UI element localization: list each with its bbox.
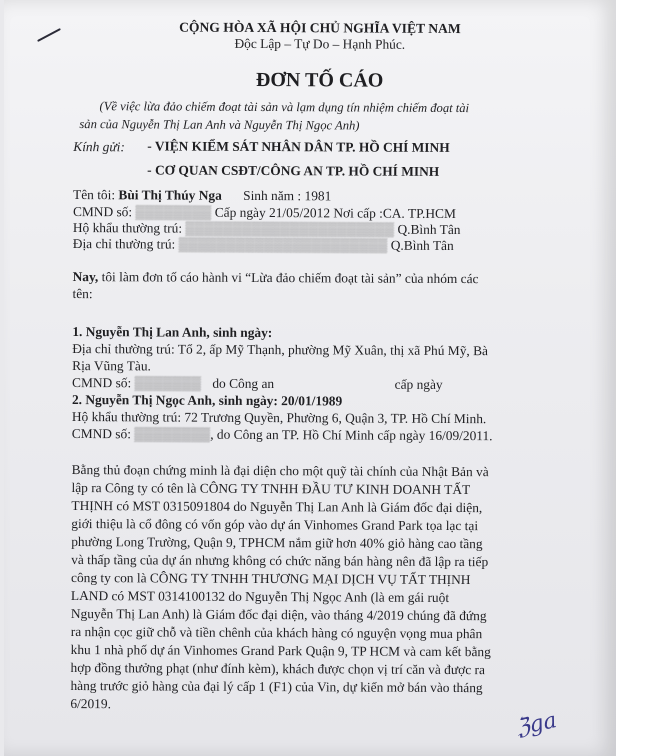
redacted-id: ▒▒▒▒▒▒▒ xyxy=(134,375,202,391)
subject-line-2: sản của Nguyễn Thị Lan Anh và Nguyễn Thị Ngọc Anh) xyxy=(79,117,360,133)
accused-1-id-row xyxy=(72,375,443,393)
recipient-2: - CƠ QUAN CSĐT/CÔNG AN TP. HỒ CHÍ MINH xyxy=(147,162,440,179)
body-line: ra nhận cọc giữ chỗ và tiền chênh của khách hàng có nguyện vọng mua phân xyxy=(70,624,483,642)
accused-1-heading: 1. Nguyễn Thị Lan Anh, sinh ngày: xyxy=(72,324,273,341)
recipient-label: Kính gửi: xyxy=(73,139,125,155)
complainant-address-row xyxy=(73,236,454,254)
id-date-label: cấp ngày xyxy=(394,376,443,392)
body-line: hợp đồng thưởng phạt (như đính kèm), khách được chọn vị trí căn và được ra xyxy=(70,660,485,678)
name-label: Tên tôi: xyxy=(73,187,116,203)
redacted-hk: ▒▒▒▒▒▒▒▒▒▒▒▒▒▒▒▒▒▒▒▒▒▒ xyxy=(185,220,395,237)
body-line: hàng trước giỏ hàng của đại lý cấp 1 (F1) của Vin, dự kiến mở bán vào tháng xyxy=(70,678,483,696)
complainant-name-row xyxy=(73,187,331,204)
id-label: CMND số: xyxy=(72,204,133,220)
photo-margin xyxy=(616,0,650,756)
body-line: công ty con là CÔNG TY TNHH THƯƠNG MẠI DỊCH VỤ TẤT THỊNH xyxy=(71,570,471,588)
complainant-name: Bùi Thị Thúy Nga xyxy=(118,187,222,203)
signature-icon: ℨgа xyxy=(513,708,559,741)
body-line: khu 1 nhà phố dự án Vinhomes Grand Park Quận 9, TP HCM và cam kết bằng xyxy=(70,642,491,660)
hk-label: Hộ khẩu thường trú: xyxy=(72,220,183,236)
body-line: 6/2019. xyxy=(70,696,111,712)
redacted-address: ▒▒▒▒▒▒▒▒▒▒▒▒▒▒▒▒▒▒▒▒▒▒ xyxy=(178,236,388,253)
subject-line-1: (Về việc lừa đảo chiếm đoạt tài sản và lạm dụng tín nhiệm chiếm đoạt tài xyxy=(99,99,470,116)
recipient-1: - VIỆN KIỂM SÁT NHÂN DÂN TP. HỒ CHÍ MINH xyxy=(147,138,450,155)
intro-line-2: tên: xyxy=(72,286,93,302)
body-line: THỊNH có MST 0315091804 do Nguyễn Thị Lan Anh là Giám đốc đại diện, xyxy=(71,498,483,516)
accused-1-address-1: Địa chỉ thường trú: Tổ 2, ấp Mỹ Thạnh, phường Mỹ Xuân, thị xã Phú Mỹ, Bà xyxy=(72,341,489,359)
id-issue: Cấp ngày 21/05/2012 Nơi cấp :CA. TP.HCM xyxy=(214,204,456,222)
redacted-id: ▒▒▒▒▒▒▒▒ xyxy=(134,426,211,442)
intro-line-1 xyxy=(73,269,479,287)
blank-issuer xyxy=(277,376,391,392)
body-line: giới thiệu là cổ đông có vốn góp vào dự án Vinhomes Grand Park tọa lạc tại xyxy=(71,516,479,534)
redacted-id: ▒▒▒▒▒▒▒▒ xyxy=(135,204,212,220)
accused-2-id-row xyxy=(72,426,493,444)
national-motto: Độc Lập – Tự Do – Hạnh Phúc. xyxy=(234,35,406,52)
address-label: Địa chỉ thường trú: xyxy=(72,236,176,252)
address-district: Q.Bình Tân xyxy=(390,237,454,254)
body-line: và thấp tầng của dự án nhưng không có chức năng bán hàng nên đã lập ra tiếp xyxy=(71,552,489,570)
document-title: ĐƠN TỐ CÁO xyxy=(255,68,384,92)
id-issue: , do Công an TP. Hồ Chí Minh cấp ngày 16/09/2011. xyxy=(210,426,493,444)
id-label: CMND số: xyxy=(71,426,131,442)
complainant-birth: Sinh năm : 1981 xyxy=(243,187,332,204)
intro-text: tôi làm đơn tố cáo hành vi “Lừa đảo chiếm đoạt tài sản” của nhóm các xyxy=(98,269,479,287)
complainant-id-row xyxy=(73,204,456,222)
body-line: LAND có MST 0314100132 do Nguyễn Thị Ngọc Anh (là em gái ruột xyxy=(70,588,450,605)
accused-1-address-2: Rịa Vũng Tàu. xyxy=(72,358,151,374)
body-line: Bằng thủ đoạn chứng minh là đại diện cho một quỹ tài chính của Nhật Bản và xyxy=(71,462,489,480)
accused-2-heading: 2. Nguyễn Thị Ngọc Anh, sinh ngày: 20/01/1989 xyxy=(71,392,343,409)
accused-2-hk: Hộ khẩu thường trú: 72 Trương Quyền, Phường 6, Quận 3, TP. Hồ Chí Minh. xyxy=(71,409,487,427)
body-line: Nguyễn Thị Lan Anh) là Giám đốc đại diện, vào tháng 4/2019 chúng đã đứng xyxy=(70,606,487,624)
national-header: CỘNG HÒA XÃ HỘI CHỦ NGHĨA VIỆT NAM xyxy=(179,19,461,37)
hk-district: Q.Bình Tân xyxy=(397,221,461,238)
id-issuer: do Công an xyxy=(212,375,275,392)
body-line: lập ra Công ty có tên là CÔNG TY TNHH ĐẦU TƯ KINH DOANH TẤT xyxy=(71,480,471,498)
body-line: phường Long Trường, Quận 9, TPHCM nắm giữ hơn 40% giỏ hàng cao tầng xyxy=(71,534,483,552)
intro-lead: Nay, xyxy=(72,269,99,285)
id-label: CMND số: xyxy=(72,375,132,391)
